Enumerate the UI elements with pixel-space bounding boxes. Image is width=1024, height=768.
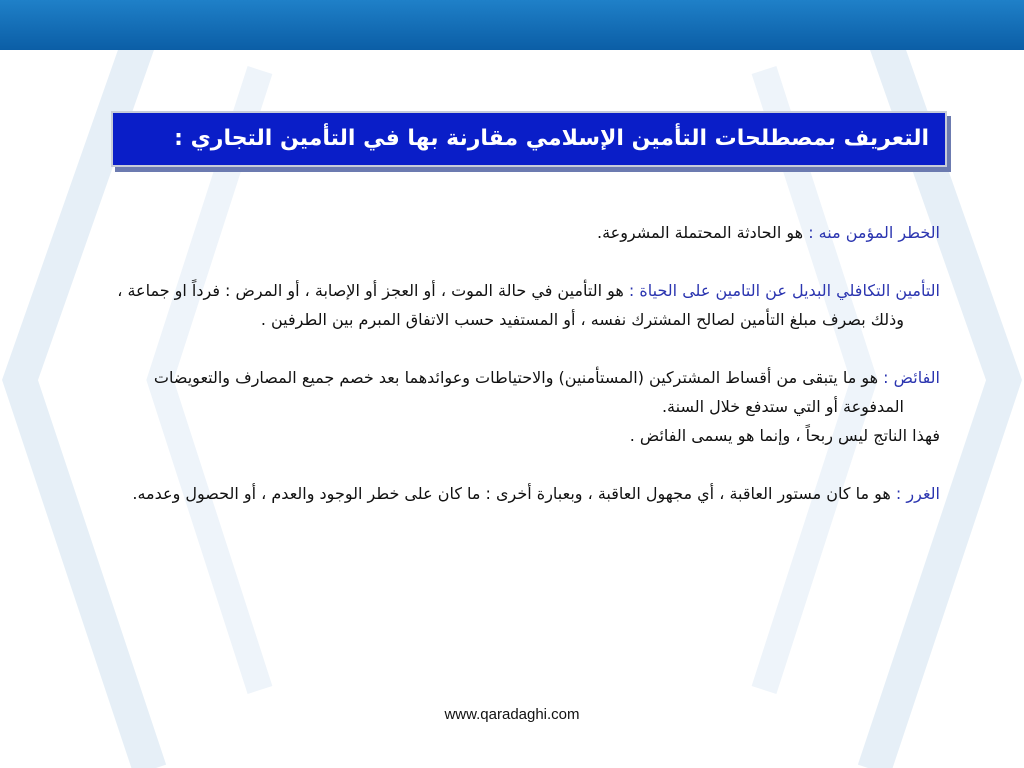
term-label: الخطر المؤمن منه : [808,223,940,242]
footer-website: www.qaradaghi.com [444,706,580,723]
definition-text: هو ما يتبقى من أقساط المشتركين (المستأمنين) والاحتياطات وعوائدهما بعد خصم جميع المصارف والتعويضات المدفوعة أو التي ستدفع خلال السنة. [153,368,904,416]
definition-text: هو ما كان مستور العاقبة ، أي مجهول العاقبة ، وبعبارة أخرى : ما كان على خطر الوجود والعدم ، أو الحصول وعدمه. [132,484,891,503]
definitions-body [110,218,940,537]
definition-takaful-life [110,276,940,334]
term-label: الغرر : [895,484,940,503]
term-label: الفائض : [883,368,940,387]
surplus-note: فهذا الناتج ليس ربحاً ، وإنما هو يسمى الفائض . [629,426,940,445]
definition-insured-risk [110,218,940,247]
definition-text: هو التأمين في حالة الموت ، أو العجز أو الإصابة ، أو المرض : فرداً او جماعة ، وذلك بصرف مبلغ التأمين لصالح المشترك نفسه ، أو المستفيد حسب الاتفاق المبرم بين الطرفين . [117,281,904,329]
definition-gharar [110,479,940,508]
title-banner [111,111,947,167]
definition-surplus [110,363,940,421]
top-header-band [0,0,1024,50]
definition-text: هو الحادثة المحتملة المشروعة. [596,223,804,242]
slide-title: التعريف بمصطلحات التأمين الإسلامي مقارنة بها في التأمين التجاري : [174,126,929,151]
term-label: التأمين التكافلي البديل عن التامين على الحياة : [628,281,940,300]
